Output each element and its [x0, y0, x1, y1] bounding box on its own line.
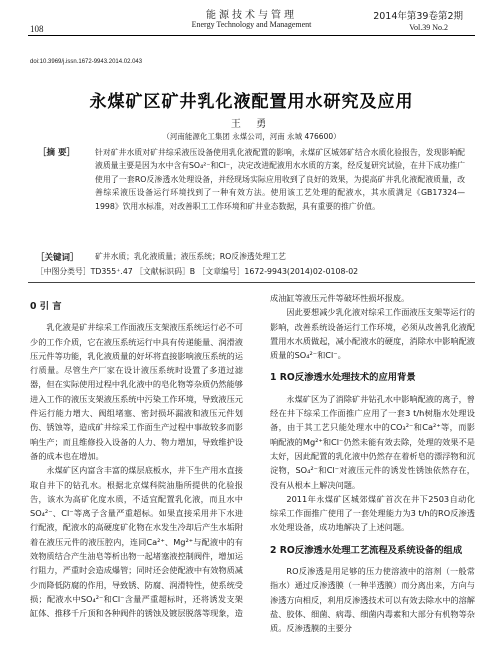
doi: doi:10.3969/j.issn.1672-9943.2014.02.043 — [30, 59, 143, 65]
section-2-heading: 2 RO反渗透水处理工艺流程及系统设备的组成 — [270, 544, 463, 556]
body-column-left — [30, 291, 243, 621]
paragraph: 因此要想减少乳化液对综采工作面液压支架等运行的影响，改善系统设备运行工作环境，必须从改善乳化液配置用水水质做起，减小配液水的硬度，消除水中影响配液质量的SO₄²⁻和Cl⁻。 — [270, 307, 475, 361]
article-affiliation: （河南能源化工集团 永煤公司，河南 永城 476600） — [162, 132, 341, 141]
page-number: 108 — [30, 24, 44, 34]
classification-line: ［中图分类号］TD355⁺.47 ［文献标识码］B ［文章编号］1672-9943(2014)02-0108-02 — [36, 267, 359, 276]
article-author: 王 勇 — [230, 119, 273, 130]
keywords-text: 矿井水质；乳化液质量；液压系统；RO反渗透处理工艺 — [95, 252, 286, 261]
abstract-label: ［摘 要］ — [38, 148, 75, 158]
section-1-heading: 1 RO反渗透水处理技术的应用背景 — [270, 372, 416, 384]
issue-cn: 2014年第39卷第2期 — [373, 11, 463, 22]
page-header — [0, 0, 503, 46]
issue-en: Vol.39 No.2 — [409, 23, 448, 32]
paragraph: 2011年永煤矿区城郊煤矿首次在井下2503自动化综采工作面推广使用了一套处理能力为3 t/h的RO反渗透水处理设备，成功地解决了上述问题。 — [270, 493, 475, 533]
abstract-rule — [28, 282, 475, 283]
paragraph: 乳化液是矿井综采工作面液压支架液压系统运行必不可少的工作介质，它在液压系统运行中具有传递能量、润滑液压元件等功能，乳化液质量的好坏将直接影响液压系统的运行质量。尽管生产厂家在设计液压系统时设置了多道过滤器，但在实际使用过程中乳化液中的皂化物等杂质仍然能够进入工作的液压支架液压系统中污染工作环境，导致液压元件运行能力增大、阀组堵塞、密封损坏漏液和液压元件划伤、锈蚀等，造成矿井综采工作面生产过程中事故较多而影响生产；而且维修投入设备的人力、物力增加，导致维护设备的成本也在增加。 — [30, 322, 243, 461]
article-title: 永煤矿区矿井乳化液配置用水研究及应用 — [89, 92, 414, 112]
section-0-heading: 0 引 言 — [30, 301, 62, 312]
abstract-text: 针对矿井水质对矿井综采液压设备使用乳化液配置的影响，永煤矿区城郊矿结合水质化验报告，发现影响配液质量主要是因为水中含有SO₄²⁻和Cl⁻，决定改进配液用水水质的方案，经反复研究试验，在井下成功推广使用了一套RO反渗透水处理设备，并经现场实际应用收到了良好的效果，为提高矿井乳化液配液质量，改善综采液压设备运行环境找到了一种有效方法。使用该工艺处理的配液水，其水质满足《GB17324—1998》饮用水标准，对改善职工工作环境和矿井业态数据，具有重要的推广价值。 — [95, 148, 465, 211]
header-rule — [28, 35, 475, 36]
paragraph: 永煤矿区为了消除矿井钻孔水中影响配液的离子，曾经在井下综采工作面推广应用了一套3 t/h树脂水处理设备，由于其工艺只能处理水中的CO₃²⁻和Ca²⁺等，而影响配液的Mg²⁺和Cl⁻仍然未能有效去除，处理的效果不是太好，因此配置的乳化液中仍然存在着析皂的漂浮物和沉淀物，SO₄²⁻和Cl⁻对液压元件的诱发性锈蚀依然存在，没有从根本上解决问题。 — [270, 393, 475, 490]
paragraph: 成油缸等液压元件等破坏性损坏报废。 — [270, 293, 410, 303]
journal-name-en: Energy Technology and Management — [191, 20, 312, 29]
paragraph: RO反渗透是用足够的压力使溶液中的溶剂（一般常指水）通过反渗透膜（一种半透膜）而分离出来，方向与渗透方向相反，利用反渗透技术可以有效去除水中的溶解盐、胶体、细菌、病毒、细菌内毒素和大部分有机物等杂质。反渗透膜的主要分 — [270, 566, 475, 634]
journal-name-cn: 能源技术与管理 — [206, 10, 297, 21]
body-column-right — [270, 291, 475, 636]
paragraph: 永煤矿区内富含丰富的煤层底板水，井下生产用水直接取自井下的钻孔水。根据北京煤科院油脂所提供的化验报告，该水为高矿化度水质，不适宜配置乳化液，而且水中SO₄²⁻、Cl⁻等离子含量严重超标。如果直接采用井下水进行配液，配液水的高硬度矿化物在水发生冷却后产生水垢附着在液压元件的液压腔内，连同Ca²⁺、Mg²⁺与配液中的有效物质结合产生油皂等析出物一起堵塞液控制阀件，增加运行阻力，严重时会造成爆管；同时还会使配液中有效物质减少而降低防腐的作用，导致锈、防腐、润滑特性，使系统受损；配液水中SO₄²⁻和Cl⁻含量严重超标时，还将诱发支架缸体、推移千斤顶和各种阀件的锈蚀及镀层脱落等现象，造 — [30, 465, 243, 619]
keywords-label: ［关键词］ — [36, 253, 79, 263]
